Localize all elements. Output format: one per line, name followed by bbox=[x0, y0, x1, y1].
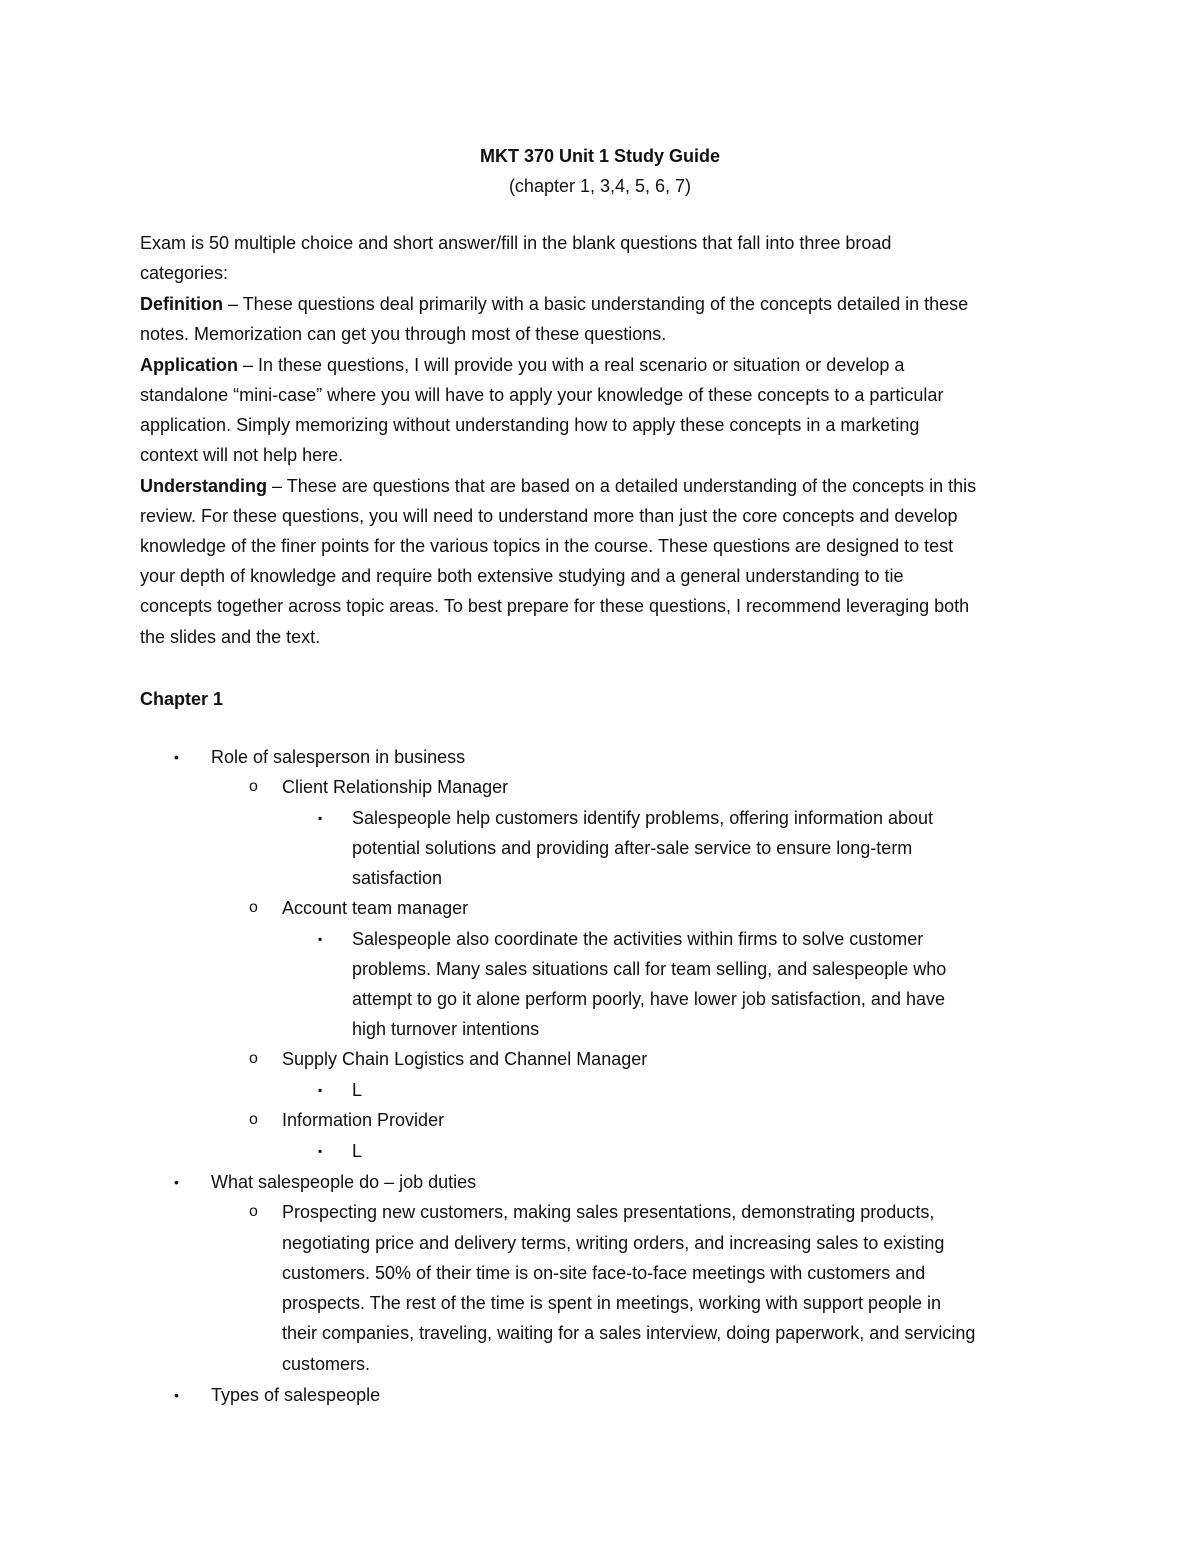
list-item-detail: negotiating price and delivery terms, writing orders, and increasing sales to existing bbox=[282, 1233, 945, 1253]
list-item-account-team: Account team manager bbox=[282, 898, 469, 918]
list-item-detail: prospects. The rest of the time is spent in meetings, working with support people in bbox=[282, 1293, 942, 1313]
understanding-paragraph bbox=[140, 471, 976, 501]
list-item-detail: L bbox=[352, 1080, 363, 1100]
circle-bullet-icon: o bbox=[249, 778, 258, 795]
definition-paragraph bbox=[140, 289, 968, 319]
list-item-types: Types of salespeople bbox=[211, 1385, 381, 1405]
document-subtitle: (chapter 1, 3,4, 5, 6, 7) bbox=[508, 176, 692, 196]
list-item-detail: Prospecting new customers, making sales presentations, demonstrating products, bbox=[282, 1202, 935, 1222]
understanding-line: your depth of knowledge and require both extensive studying and a general understanding to tie bbox=[140, 566, 904, 586]
list-item-detail: problems. Many sales situations call for team selling, and salespeople who bbox=[352, 959, 947, 979]
list-item-role: Role of salesperson in business bbox=[211, 747, 466, 767]
list-item-detail: high turnover intentions bbox=[352, 1019, 540, 1039]
definition-text: – These questions deal primarily with a basic understanding of the concepts detailed in these bbox=[223, 294, 969, 314]
understanding-line: concepts together across topic areas. To best prepare for these questions, I recommend leveraging both bbox=[140, 596, 970, 616]
understanding-line: review. For these questions, you will need to understand more than just the core concepts and develop bbox=[140, 506, 958, 526]
list-item-detail: satisfaction bbox=[352, 868, 443, 888]
square-bullet-icon: ▪ bbox=[318, 932, 323, 946]
bullet-icon: • bbox=[174, 1387, 179, 1403]
bullet-icon: • bbox=[174, 1174, 179, 1190]
square-bullet-icon: ▪ bbox=[318, 1083, 323, 1097]
understanding-line: the slides and the text. bbox=[140, 627, 321, 647]
understanding-term: Understanding bbox=[140, 476, 268, 496]
list-item-detail: Salespeople help customers identify problems, offering information about bbox=[352, 808, 934, 828]
square-bullet-icon: ▪ bbox=[318, 1144, 323, 1158]
application-term: Application bbox=[140, 355, 238, 375]
list-item-detail: attempt to go it alone perform poorly, have lower job satisfaction, and have bbox=[352, 989, 945, 1009]
intro-line: Exam is 50 multiple choice and short answer/fill in the blank questions that fall into three broad bbox=[140, 233, 892, 253]
square-bullet-icon: ▪ bbox=[318, 811, 323, 825]
list-item-detail: their companies, traveling, waiting for a sales interview, doing paperwork, and servicing bbox=[282, 1323, 976, 1343]
list-item-supply-chain: Supply Chain Logistics and Channel Manager bbox=[282, 1049, 648, 1069]
circle-bullet-icon: o bbox=[249, 1111, 258, 1128]
list-item-job-duties: What salespeople do – job duties bbox=[211, 1172, 477, 1192]
application-text: – In these questions, I will provide you with a real scenario or situation or develop a bbox=[238, 355, 905, 375]
list-item-detail: customers. 50% of their time is on-site face-to-face meetings with customers and bbox=[282, 1263, 926, 1283]
list-item-information-provider: Information Provider bbox=[282, 1110, 445, 1130]
application-paragraph bbox=[140, 350, 904, 380]
list-item-detail: L bbox=[352, 1141, 363, 1161]
circle-bullet-icon: o bbox=[249, 1203, 258, 1220]
application-line: context will not help here. bbox=[140, 445, 344, 465]
chapter-1-heading: Chapter 1 bbox=[140, 689, 224, 709]
list-item-detail: Salespeople also coordinate the activities within firms to solve customer bbox=[352, 929, 924, 949]
application-line: application. Simply memorizing without understanding how to apply these concepts in a marketing bbox=[140, 415, 920, 435]
list-item-crm: Client Relationship Manager bbox=[282, 777, 509, 797]
document-title: MKT 370 Unit 1 Study Guide bbox=[479, 146, 721, 166]
bullet-icon: • bbox=[174, 749, 179, 765]
intro-line: categories: bbox=[140, 263, 229, 283]
definition-term: Definition bbox=[140, 294, 223, 314]
understanding-line: knowledge of the finer points for the various topics in the course. These questions are designed to test bbox=[140, 536, 954, 556]
list-item-detail: potential solutions and providing after-sale service to ensure long-term bbox=[352, 838, 913, 858]
application-line: standalone “mini-case” where you will have to apply your knowledge of these concepts to a particular bbox=[140, 385, 944, 405]
understanding-text: – These are questions that are based on a detailed understanding of the concepts in this bbox=[267, 476, 977, 496]
circle-bullet-icon: o bbox=[249, 899, 258, 916]
circle-bullet-icon: o bbox=[249, 1050, 258, 1067]
list-item-detail: customers. bbox=[282, 1354, 371, 1374]
definition-line: notes. Memorization can get you through most of these questions. bbox=[140, 324, 667, 344]
